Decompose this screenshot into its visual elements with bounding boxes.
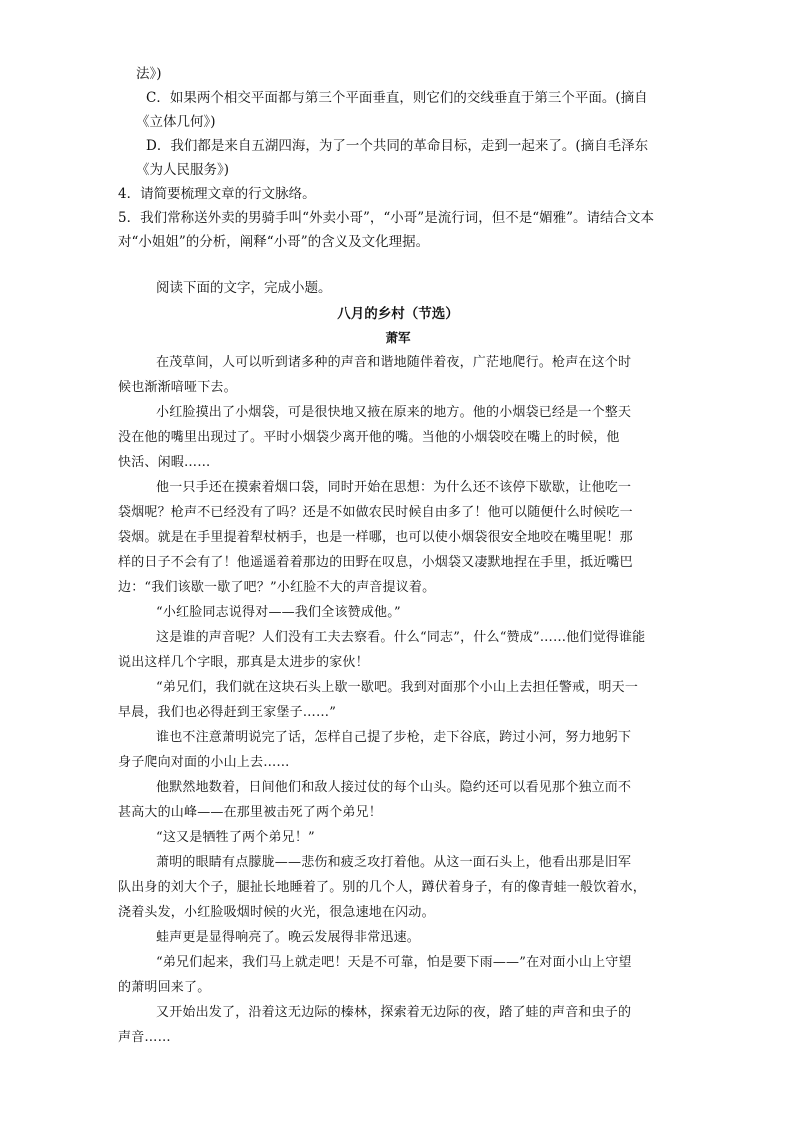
passage-line: 谁也不注意萧明说完了话，怎样自己提了步枪，走下谷底，跨过小河，努力地躬下 — [156, 730, 632, 745]
question-5-line1: 5．我们常称送外卖的男骑手叫“外卖小哥”，“小哥”是流行词，但不是“媚雅”。请结合文本 — [118, 210, 654, 226]
passage-line: 小红脸摸出了小烟袋，可是很快地又掖在原来的地方。他的小烟袋已经是一个整天 — [156, 405, 632, 420]
passage-line: 袋烟。就是在手里提着犁杖柄手，也是一样哪，也可以使小烟袋很安全地咬在嘴里呢！那 — [118, 530, 633, 545]
passage-line: 样的日子不会有了！他遥遥着着那边的田野在叹息，小烟袋又凄默地捏在手里，抵近嘴巴 — [118, 555, 633, 570]
passage-line: 身子爬向对面的小山上去…… — [118, 755, 290, 770]
passage-line: 甚高大的山峰——在那里被击死了两个弟兄！ — [118, 805, 383, 820]
passage-line: “这又是牺牲了两个弟兄！” — [156, 830, 315, 845]
passage-line: “弟兄们，我们就在这块石头上歇一歇吧。我到对面那个小山上去担任警戒，明天一 — [156, 680, 639, 695]
passage-line: 他一只手还在摸索着烟口袋，同时开始在思想：为什么还不该停下歇歇，让他吃一 — [156, 480, 632, 495]
passage-line: 边：“我们该歇一歇了吧？”小红脸不大的声音提议着。 — [118, 580, 436, 595]
passage-body — [118, 350, 678, 1050]
option-d-line1: D．我们都是来自五湖四海，为了一个共同的革命目标，走到一起来了。(摘自毛泽东 — [146, 138, 649, 154]
passage-line: 这是谁的声音呢？人们没有工夫去察看。什么“同志”，什么“赞成”……他们觉得谁能 — [156, 630, 646, 645]
passage-line: 浇着头发，小红脸吸烟时候的火光，很急速地在闪动。 — [118, 905, 435, 920]
passage-line: 在茂草间，人可以听到诸多种的声音和谐地随伴着夜，广茫地爬行。枪声在这个时 — [156, 355, 632, 370]
option-c-line1: C．如果两个相交平面都与第三个平面垂直，则它们的交线垂直于第三个平面。(摘自 — [146, 90, 648, 106]
passage-line: 声音…… — [118, 1030, 171, 1045]
passage-line: 没在他的嘴里出现过了。平时小烟袋少离开他的嘴。当他的小烟袋咬在嘴上的时候，他 — [118, 430, 620, 445]
passage-line: 的萧明回来了。 — [118, 980, 211, 995]
passage-line: “小红脸同志说得对——我们全该赞成他。” — [156, 605, 401, 620]
passage-line: 快活、闲暇…… — [118, 455, 211, 470]
page-content — [118, 62, 678, 1050]
question-4: 4．请简要梳理文章的行文脉络。 — [118, 186, 316, 202]
option-b-tail: 法》) — [136, 66, 162, 82]
section-spacer — [118, 254, 678, 276]
option-c-line2: 《立体几何》) — [136, 114, 216, 130]
passage-line: 萧明的眼睛有点朦胧——悲伤和疲乏攻打着他。从这一面石头上，他看出那是旧军 — [156, 855, 632, 870]
reading-prompt: 阅读下面的文字，完成小题。 — [156, 280, 332, 296]
passage-author: 萧军 — [385, 330, 411, 345]
passage-line: 又开始出发了，沿着这无边际的榛林，探索着无边际的夜，踏了蛙的声音和虫子的 — [156, 1005, 632, 1020]
passage-line: 早晨，我们也必得赶到王家堡子……” — [118, 705, 337, 720]
passage-line: 队出身的刘大个子，腿扯长地睡着了。别的几个人，蹲伏着身子，有的像青蛙一般饮着水， — [118, 880, 647, 895]
passage-line: 袋烟呢？枪声不已经没有了吗？还是不如做农民时候自由多了！他可以随便什么时候吃一 — [118, 505, 633, 520]
passage-title: 八月的乡村（节选） — [337, 306, 459, 322]
passage-line: 蛙声更是显得响亮了。晚云发展得非常迅速。 — [156, 930, 421, 945]
passage-line: 他默然地数着，日间他们和敌人接过仗的每个山头。隐约还可以看见那个独立而不 — [156, 780, 632, 795]
question-5-line2: 对“小姐姐”的分析，阐释“小哥”的含义及文化理据。 — [118, 234, 430, 250]
passage-line: 说出这样几个字眼，那真是太进步的家伙！ — [118, 655, 369, 670]
passage-line: “弟兄们起来，我们马上就走吧！天是不可靠，怕是要下雨——”在对面小山上守望 — [156, 955, 632, 970]
passage-line: 候也渐渐喑哑下去。 — [118, 380, 237, 395]
option-d-line2: 《为人民服务》) — [136, 162, 230, 178]
